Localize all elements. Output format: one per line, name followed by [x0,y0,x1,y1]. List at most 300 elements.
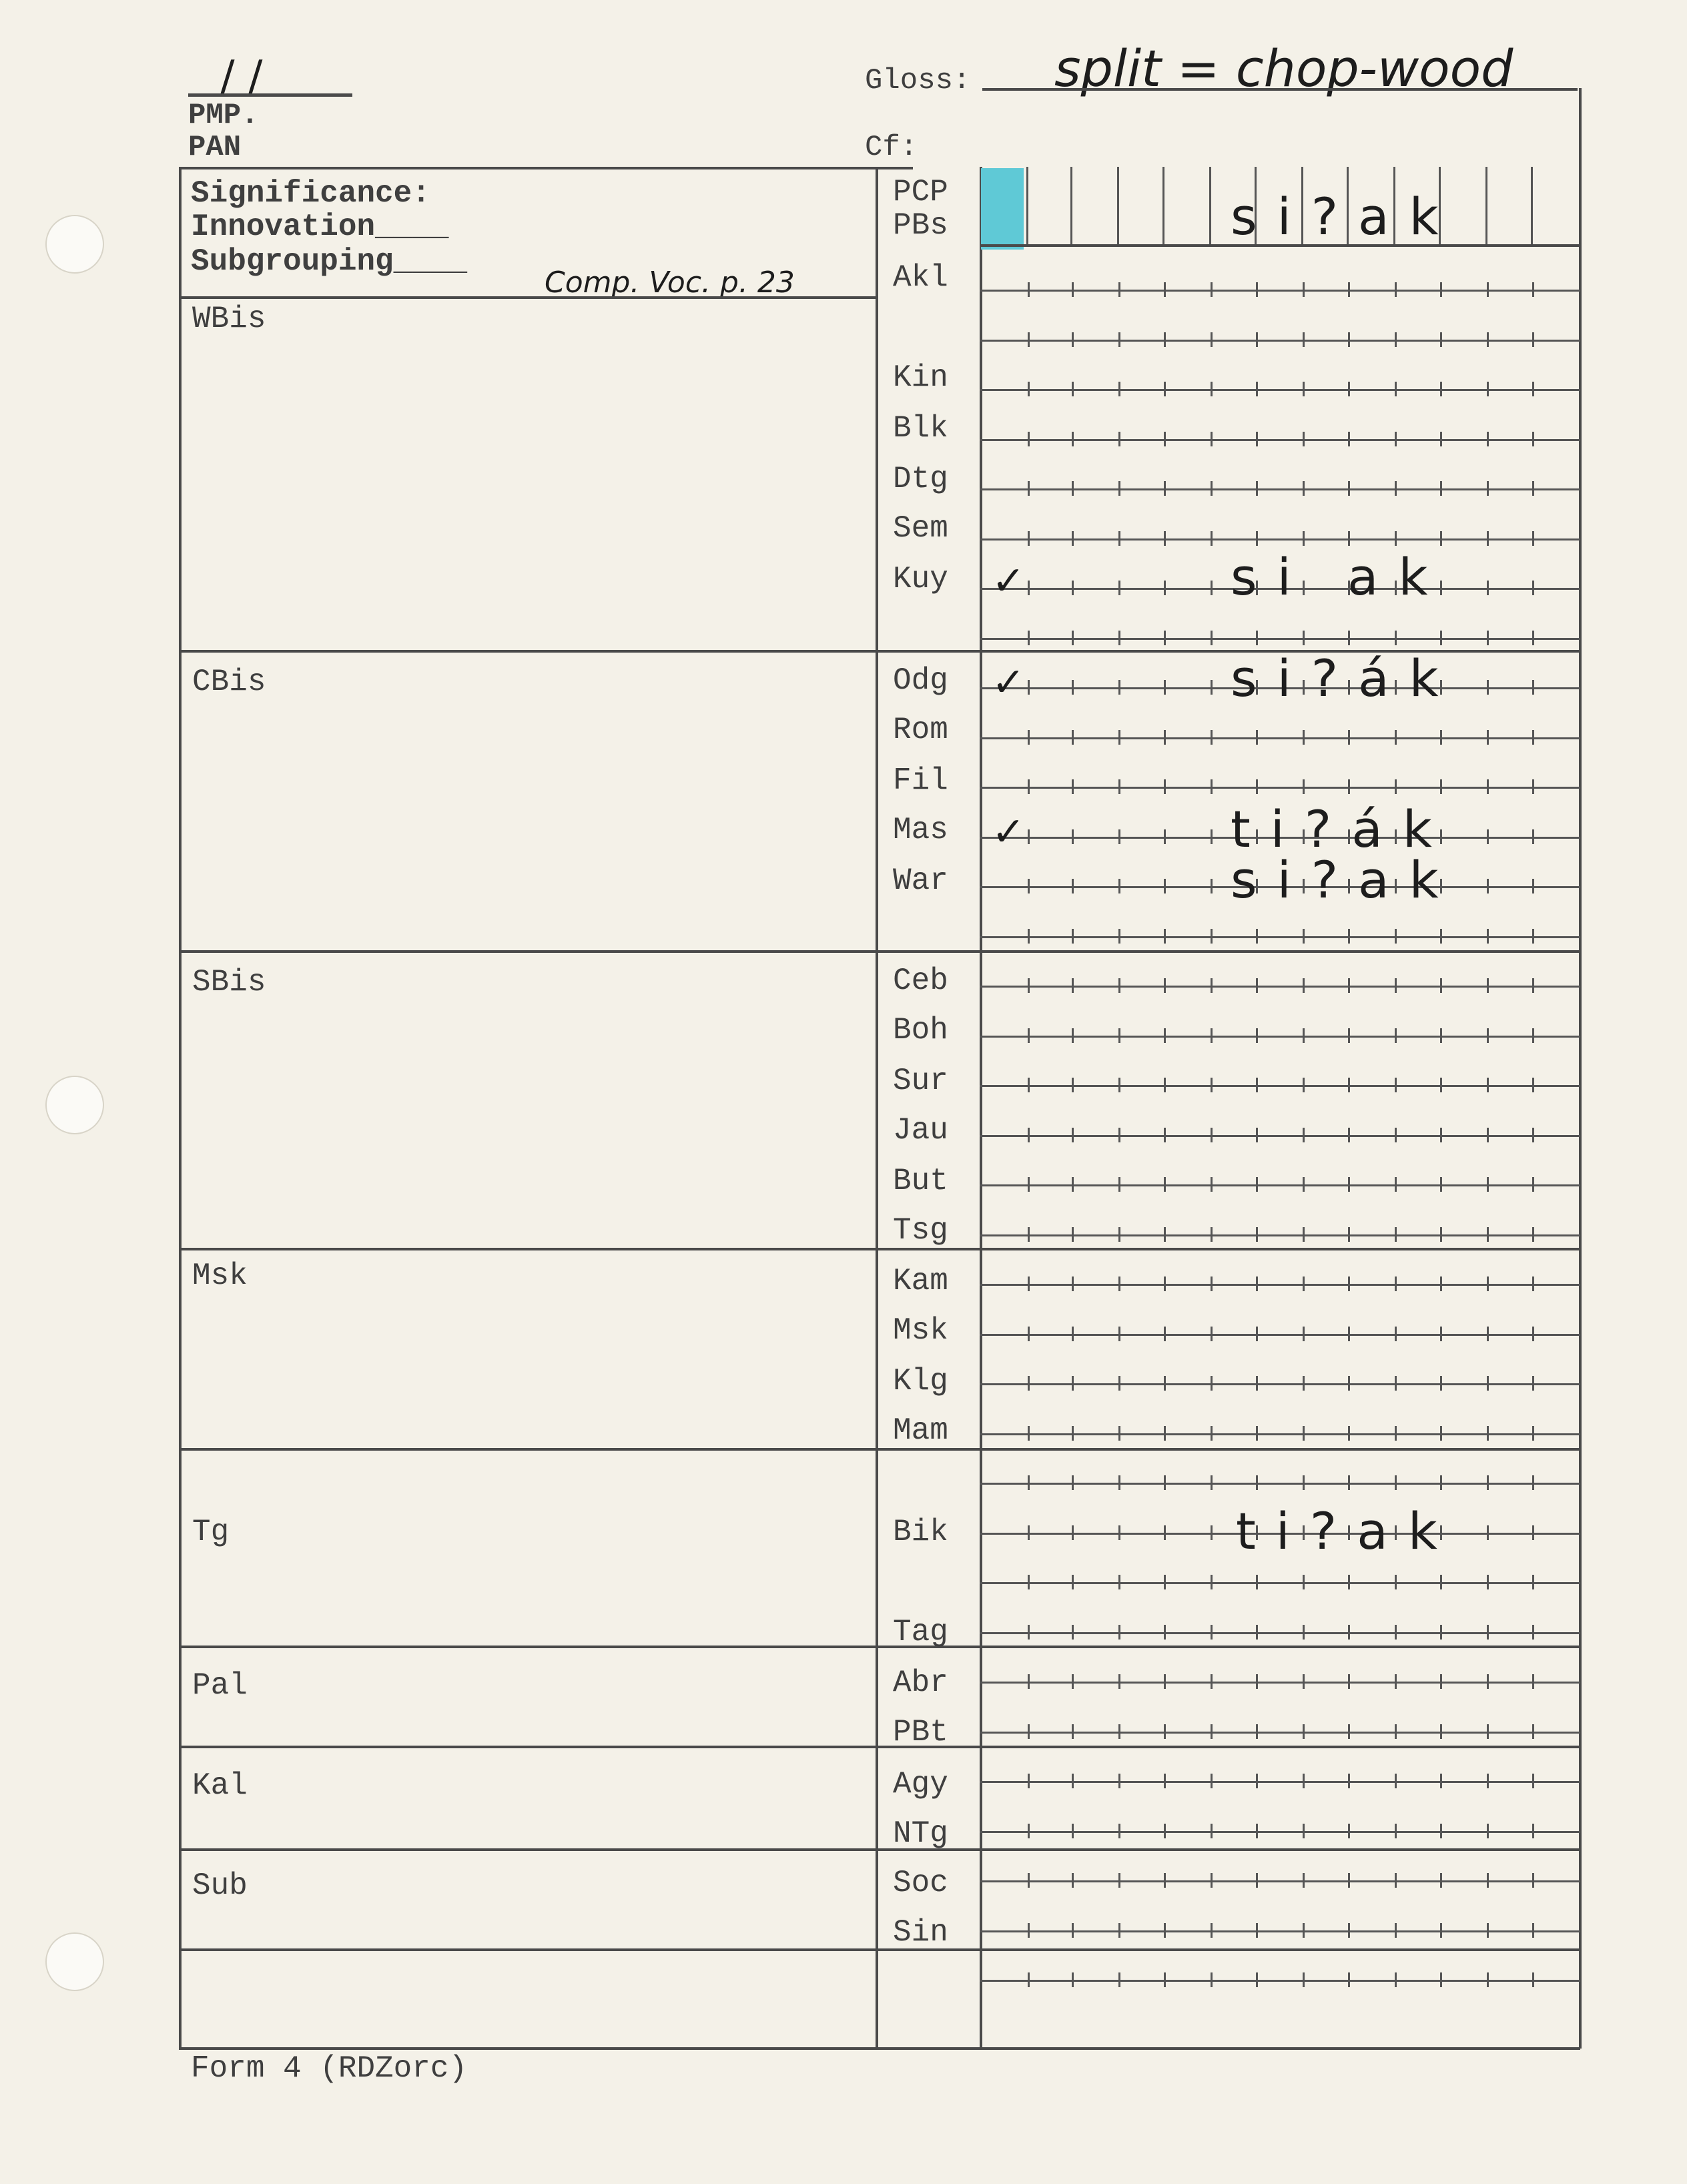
entry-row-tick [1348,432,1350,446]
entry-row-tick [1487,1625,1489,1640]
entry-row-tick [1303,1923,1305,1938]
entry-row-tick [1395,1824,1397,1838]
entry-row-tick [1487,1475,1489,1490]
entry-row-tick [1395,382,1397,396]
entry-row-tick [1164,1227,1166,1242]
entry-row-tick [1348,779,1350,794]
entry-row-tick [1118,382,1120,396]
entry-row-tick [1072,1724,1074,1739]
entry-row-tick [1440,1128,1442,1142]
entry-row-line [980,638,1580,640]
entry-row-line [980,737,1580,739]
date-slashes: / / [220,52,263,101]
entry-row-tick [1211,1078,1213,1092]
entry-row-tick [1487,1028,1489,1043]
entry-row-tick [1211,1177,1213,1192]
subgrouping-label: Subgrouping____ [191,244,468,279]
entry-row-tick [1256,1674,1258,1689]
entry-row-tick [1028,1873,1030,1888]
entry-row-tick [1395,779,1397,794]
entry-row-tick [1395,1972,1397,1987]
entry-row-tick [1487,1327,1489,1341]
entry-row-line [980,787,1580,789]
entry-row-tick [1028,1028,1030,1043]
entry-row-tick [1532,1824,1534,1838]
section-cbis: CBis [192,665,266,699]
gloss-underline [982,88,1578,91]
entry-row-tick [1303,332,1305,347]
entry-row-tick [1348,1426,1350,1441]
entry-row-tick [1118,1327,1120,1341]
entry-row-tick [1072,680,1074,695]
entry-row-tick [1164,730,1166,745]
entry-row-tick [1440,382,1442,396]
entry-row-tick [1348,1277,1350,1291]
entry-row-line [980,1732,1580,1734]
entry-row-tick [1256,1277,1258,1291]
entry-row-tick [1028,1724,1030,1739]
entry-row-tick [1440,1227,1442,1242]
entry-row-tick [1348,929,1350,944]
entry-row-tick [1440,1873,1442,1888]
entry-row-tick [1256,1724,1258,1739]
entry-row-tick [1164,1078,1166,1092]
entry-row-tick [1532,1227,1534,1242]
entry-row-tick [1395,978,1397,993]
lang-tag: Tag [893,1615,948,1650]
entry-row-tick [1164,581,1166,595]
significance-label: Significance: [191,176,430,211]
entry-row-tick [1211,1923,1213,1938]
entry-row-line [980,1483,1580,1485]
entry-row-tick [1028,1525,1030,1540]
entry-row-tick [1303,1177,1305,1192]
entry-row-tick [1164,1028,1166,1043]
entry-row-line [980,488,1580,490]
entry-row-tick [1256,1824,1258,1838]
frame-right [1579,88,1582,2049]
entry-row-tick [1028,929,1030,944]
entry-row-tick [1164,1177,1166,1192]
entry-row-tick [1348,1923,1350,1938]
entry-row-tick [1303,1426,1305,1441]
entry-row-tick [1303,1327,1305,1341]
entry-row-tick [1395,282,1397,297]
entry-row-line [980,1930,1580,1932]
entry-row-tick [1303,779,1305,794]
entry-row-tick [1440,531,1442,546]
lang-pcp: PCP [893,175,948,210]
entry-row-tick [1440,1475,1442,1490]
entry-row-tick [1256,1128,1258,1142]
entry-row-tick [1487,1824,1489,1838]
form-footer: Form 4 (RDZorc) [191,2051,468,2086]
entry-row-tick [1348,1028,1350,1043]
entry-row-tick [1028,1078,1030,1092]
entry-row-tick [1072,829,1074,844]
entry-row-tick [1487,929,1489,944]
entry-row-tick [1072,1128,1074,1142]
entry-row-line [980,986,1580,988]
lang-sem: Sem [893,511,948,546]
entry-row-tick [1211,1972,1213,1987]
entry-row-tick [1118,1475,1120,1490]
entry-row-tick [1164,531,1166,546]
entry-row-tick [1395,1426,1397,1441]
entry-row-tick [1348,1972,1350,1987]
entry-row-tick [1256,730,1258,745]
entry-row-tick [1303,432,1305,446]
entry-row-tick [1211,1873,1213,1888]
entry-row-tick [1303,978,1305,993]
pcp-cell [1162,167,1164,244]
entry-row-tick [1487,1227,1489,1242]
entry-row-line [980,1334,1580,1336]
entry-row-tick [1395,730,1397,745]
entry-row-tick [1164,879,1166,893]
entry-row-tick [1487,581,1489,595]
entry-row-tick [1348,730,1350,745]
entry-row-tick [1487,1525,1489,1540]
entry-row-tick [1348,1724,1350,1739]
entry-row-tick [1028,332,1030,347]
entry-row-tick [1348,282,1350,297]
entry-row-tick [1440,978,1442,993]
entry-row-tick [1211,978,1213,993]
entry-row-tick [1395,1028,1397,1043]
entry-row-tick [1487,779,1489,794]
entry-row-tick [1256,332,1258,347]
entry-row-tick [1211,1376,1213,1391]
entry-row-tick [1028,432,1030,446]
entry-row-tick [1440,1277,1442,1291]
entry-row-tick [1348,631,1350,645]
entry-row-tick [1532,581,1534,595]
entry-row-tick [1072,332,1074,347]
entry-row-tick [1532,779,1534,794]
entry-row-tick [1028,1128,1030,1142]
entry-row-tick [1440,1824,1442,1838]
entry-row-tick [1487,1674,1489,1689]
entry-row-tick [1256,1426,1258,1441]
entry-row-tick [1256,1177,1258,1192]
entry-row-tick [1118,1724,1120,1739]
gloss-value: split = chop-wood [1054,39,1513,98]
entry-row-tick [1211,1674,1213,1689]
entry-row-tick [1348,1774,1350,1788]
reference-note: Comp. Voc. p. 23 [545,266,795,300]
entry-row-tick [1118,1674,1120,1689]
entry-row-tick [1395,1774,1397,1788]
pcp-cell [1485,167,1487,244]
significance-divider [179,296,877,299]
entry-row-tick [1164,829,1166,844]
entry-row-tick [1164,1972,1166,1987]
entry-row-tick [1118,1078,1120,1092]
entry-row-tick [1532,531,1534,546]
entry-row-tick [1348,1128,1350,1142]
entry-row-tick [1256,1475,1258,1490]
entry-row-tick [1303,382,1305,396]
entry-row-tick [1028,531,1030,546]
entry-row-tick [1164,1575,1166,1589]
entry-row-tick [1164,1625,1166,1640]
entry-row-line [980,340,1580,342]
entry-row-tick [1303,1475,1305,1490]
entry-row-tick [1164,1475,1166,1490]
entry-row-tick [1303,1824,1305,1838]
entry-row-tick [1118,1824,1120,1838]
entry-row-tick [1532,1028,1534,1043]
entry-row-tick [1487,879,1489,893]
entry-row-tick [1118,1972,1120,1987]
entry-row-tick [1072,779,1074,794]
entry-row-tick [1118,929,1120,944]
entry-row-tick [1072,1177,1074,1192]
entry-row-tick [1395,631,1397,645]
frame-bottom [179,2047,1580,2050]
frame-divider [876,167,878,2049]
lang-kam: Kam [893,1264,948,1299]
entry-row-tick [1532,1277,1534,1291]
entry-row-tick [1164,978,1166,993]
entry-row-tick [1487,1774,1489,1788]
entry-row-line [980,1831,1580,1833]
entry-row-tick [1072,929,1074,944]
entry-row-tick [1028,1475,1030,1490]
entry-row-tick [1487,1078,1489,1092]
entry-row-tick [1487,1972,1489,1987]
entry-row-tick [1028,680,1030,695]
entry-row-tick [1348,1824,1350,1838]
entry-row-tick [1532,1625,1534,1640]
entry-row-tick [1395,1674,1397,1689]
section-sub: Sub [192,1868,248,1903]
entry-row-line [980,1135,1580,1137]
entry-row-tick [1348,382,1350,396]
entry-row-tick [1211,481,1213,496]
entry-row-tick [1164,1128,1166,1142]
section-divider [179,1448,1580,1451]
entry-row-tick [1440,1028,1442,1043]
entry-row-tick [1164,1724,1166,1739]
entry-row-tick [1072,581,1074,595]
entry-row-tick [1028,1923,1030,1938]
entry-row-tick [1028,382,1030,396]
entry-row-tick [1487,1575,1489,1589]
entry-row-tick [1303,730,1305,745]
entry-row-tick [1164,1824,1166,1838]
entry-row-tick [1487,680,1489,695]
entry-row-tick [1164,1923,1166,1938]
section-divider [179,1248,1580,1250]
entry-row-tick [1303,282,1305,297]
entry-row-line [980,936,1580,938]
entry-row-tick [1164,680,1166,695]
form-mas: ti?ák [1231,799,1452,859]
entry-row-tick [1164,332,1166,347]
entry-row-tick [1118,1575,1120,1589]
entry-row-tick [1072,1972,1074,1987]
entry-row-tick [1211,829,1213,844]
lang-mam: Mam [893,1413,948,1448]
entry-row-tick [1028,1824,1030,1838]
entry-row-tick [1118,680,1120,695]
pcp-cell [1026,167,1028,244]
entry-row-tick [1256,978,1258,993]
entry-row-tick [1118,1923,1120,1938]
gloss-label: Gloss: [865,64,971,97]
frame-divider-right [980,167,982,2049]
frame-left [179,167,182,2049]
entry-row-tick [1028,1227,1030,1242]
entry-row-tick [1395,929,1397,944]
entry-row-tick [1348,1227,1350,1242]
entry-row-tick [1487,531,1489,546]
entry-row-tick [1028,730,1030,745]
lang-but: But [893,1164,948,1198]
entry-row-tick [1028,481,1030,496]
entry-row-tick [1072,1426,1074,1441]
pan-label: PAN [188,131,242,164]
entry-row-tick [1440,1376,1442,1391]
entry-row-tick [1532,1128,1534,1142]
entry-row-tick [1532,282,1534,297]
lang-sin: Sin [893,1915,948,1950]
lang-kuy: Kuy [893,562,948,597]
entry-row-tick [1072,1525,1074,1540]
entry-row-line [980,1085,1580,1087]
entry-row-tick [1211,531,1213,546]
entry-row-tick [1487,1128,1489,1142]
lang-ntg: NTg [893,1816,948,1851]
entry-row-tick [1072,1327,1074,1341]
entry-row-tick [1211,929,1213,944]
entry-row-tick [1118,481,1120,496]
entry-row-tick [1118,730,1120,745]
lang-odg: Odg [893,663,948,698]
lang-fil: Fil [893,763,948,798]
entry-row-tick [1256,1972,1258,1987]
entry-row-tick [1395,1327,1397,1341]
entry-row-tick [1028,1972,1030,1987]
entry-row-tick [1118,1625,1120,1640]
entry-row-tick [1211,581,1213,595]
entry-row-line [980,1781,1580,1783]
entry-row-tick [1532,1873,1534,1888]
entry-row-tick [1303,631,1305,645]
entry-row-tick [1028,1674,1030,1689]
entry-row-line [980,1036,1580,1038]
entry-row-tick [1395,1227,1397,1242]
entry-row-tick [1164,929,1166,944]
entry-row-tick [1164,1774,1166,1788]
entry-row-tick [1118,531,1120,546]
entry-row-tick [1256,282,1258,297]
entry-row-line [980,1880,1580,1882]
entry-row-tick [1532,1674,1534,1689]
entry-row-tick [1395,1575,1397,1589]
entry-row-tick [1072,1674,1074,1689]
entry-row-tick [1118,631,1120,645]
entry-row-tick [1164,1327,1166,1341]
entry-row-tick [1028,978,1030,993]
entry-row-tick [1532,1327,1534,1341]
entry-row-tick [1072,730,1074,745]
entry-row-tick [1348,481,1350,496]
entry-row-tick [1532,929,1534,944]
lang-bik: Bik [893,1515,948,1549]
entry-row-line [980,1582,1580,1584]
entry-row-tick [1395,1475,1397,1490]
lang-pbt: PBt [893,1715,948,1750]
section-sbis: SBis [192,965,266,1000]
entry-row-tick [1440,332,1442,347]
entry-row-tick [1072,1575,1074,1589]
form-bik: ti?ak [1236,1501,1457,1561]
entry-row-tick [1164,1277,1166,1291]
pcp-cell [1070,167,1072,244]
entry-row-tick [1072,481,1074,496]
entry-row-tick [1303,1625,1305,1640]
entry-row-tick [1532,730,1534,745]
lang-klg: Klg [893,1364,948,1399]
entry-row-tick [1028,282,1030,297]
entry-row-tick [1164,432,1166,446]
section-divider [179,950,1580,953]
entry-row-tick [1072,1625,1074,1640]
entry-row-tick [1440,1327,1442,1341]
lang-ceb: Ceb [893,964,948,998]
entry-row-tick [1164,1376,1166,1391]
section-divider [179,1948,1580,1951]
entry-row-tick [1487,1923,1489,1938]
lang-agy: Agy [893,1767,948,1802]
entry-row-tick [1440,432,1442,446]
entry-row-tick [1395,1277,1397,1291]
form-odg: si?ák [1231,649,1459,708]
entry-row-tick [1303,1376,1305,1391]
entry-row-tick [1072,282,1074,297]
pcp-cell [1117,167,1119,244]
pmp-label: PMP. [188,99,259,132]
lang-tsg: Tsg [893,1213,948,1248]
lang-mas: Mas [893,813,948,847]
entry-row-tick [1303,531,1305,546]
lang-rom: Rom [893,713,948,747]
entry-row-tick [1072,1475,1074,1490]
entry-row-tick [1303,1078,1305,1092]
entry-row-tick [1303,1575,1305,1589]
entry-row-tick [1487,730,1489,745]
entry-row-tick [1211,631,1213,645]
entry-row-line [980,1980,1580,1982]
entry-row-tick [1028,1277,1030,1291]
entry-row-tick [1256,631,1258,645]
entry-row-tick [1118,879,1120,893]
entry-row-tick [1028,1426,1030,1441]
entry-row-tick [1440,1923,1442,1938]
frame-top-left [179,167,913,169]
entry-row-tick [1348,1575,1350,1589]
entry-row-tick [1211,1575,1213,1589]
entry-row-tick [1256,1575,1258,1589]
entry-row-tick [1072,1824,1074,1838]
entry-row-tick [1440,282,1442,297]
entry-row-tick [1532,1575,1534,1589]
entry-row-tick [1395,1625,1397,1640]
entry-row-tick [1487,978,1489,993]
